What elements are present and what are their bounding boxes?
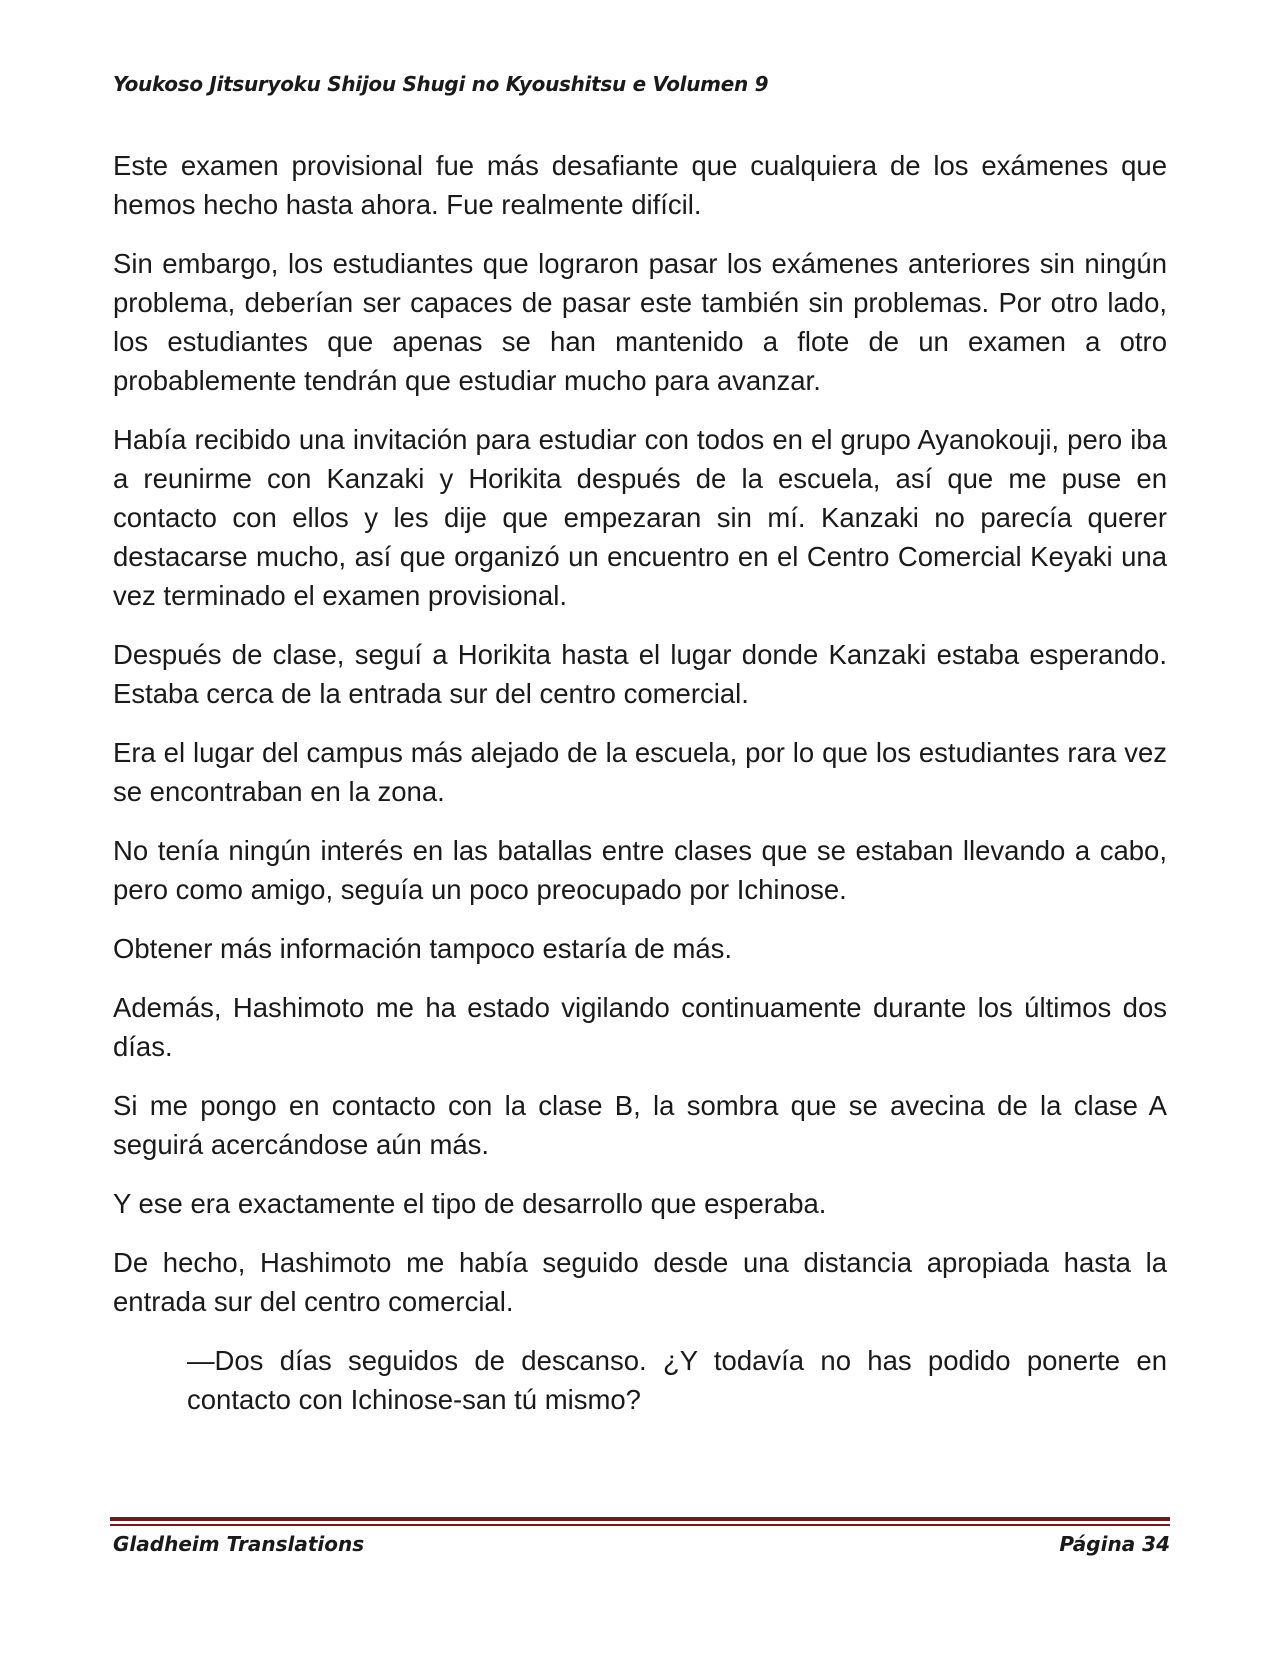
paragraph-5: Era el lugar del campus más alejado de la escuela, por lo que los estudiantes rara vez se encontraban en la zona. [113,737,1167,807]
page-header-title: Youkoso Jitsuryoku Shijou Shugi no Kyoushitsu e Volumen 9 [113,72,769,96]
paragraph-8: Además, Hashimoto me ha estado vigilando continuamente durante los últimos dos días. [113,992,1167,1062]
footer-translator-name: Gladheim Translations [113,1532,365,1556]
paragraph-3: Había recibido una invitación para estudiar con todos en el grupo Ayanokouji, pero iba a reunirme con Kanzaki y Horikita después de la escuela, así que me puse en contacto con ellos y les dije que empezaran sin mí. Kanzaki no parecía querer destacarse mucho, así que organizó un encuentro en el Centro Comercial Keyaki una vez terminado el examen provisional. [113,424,1167,611]
paragraph-1: Este examen provisional fue más desafiante que cualquiera de los exámenes que hemos hecho hasta ahora. Fue realmente difícil. [113,150,1167,220]
footer-divider [110,1517,1170,1527]
footer-divider-thick-line [110,1517,1170,1521]
paragraph-4: Después de clase, seguí a Horikita hasta el lugar donde Kanzaki estaba esperando. Estaba cerca de la entrada sur del centro comercial. [113,639,1167,709]
paragraph-6: No tenía ningún interés en las batallas entre clases que se estaban llevando a cabo, pero como amigo, seguía un poco preocupado por Ichinose. [113,835,1167,905]
page-body [113,146,1167,1439]
paragraph-11: De hecho, Hashimoto me había seguido desde una distancia apropiada hasta la entrada sur del centro comercial. [113,1247,1167,1317]
paragraph-10: Y ese era exactamente el tipo de desarrollo que esperaba. [113,1188,827,1219]
paragraph-7: Obtener más información tampoco estaría de más. [113,933,733,964]
dialogue-paragraph: —Dos días seguidos de descanso. ¿Y todavía no has podido ponerte en contacto con Ichinose-san tú mismo? [187,1345,1167,1415]
footer-page-number: Página 34 [1059,1532,1170,1556]
footer-divider-thin-line [110,1524,1170,1526]
paragraph-2: Sin embargo, los estudiantes que lograron pasar los exámenes anteriores sin ningún problema, deberían ser capaces de pasar este también sin problemas. Por otro lado, los estudiantes que apenas se han mantenido a flote de un examen a otro probablemente tendrán que estudiar mucho para avanzar. [113,248,1167,396]
paragraph-9: Si me pongo en contacto con la clase B, la sombra que se avecina de la clase A seguirá acercándose aún más. [113,1090,1167,1160]
